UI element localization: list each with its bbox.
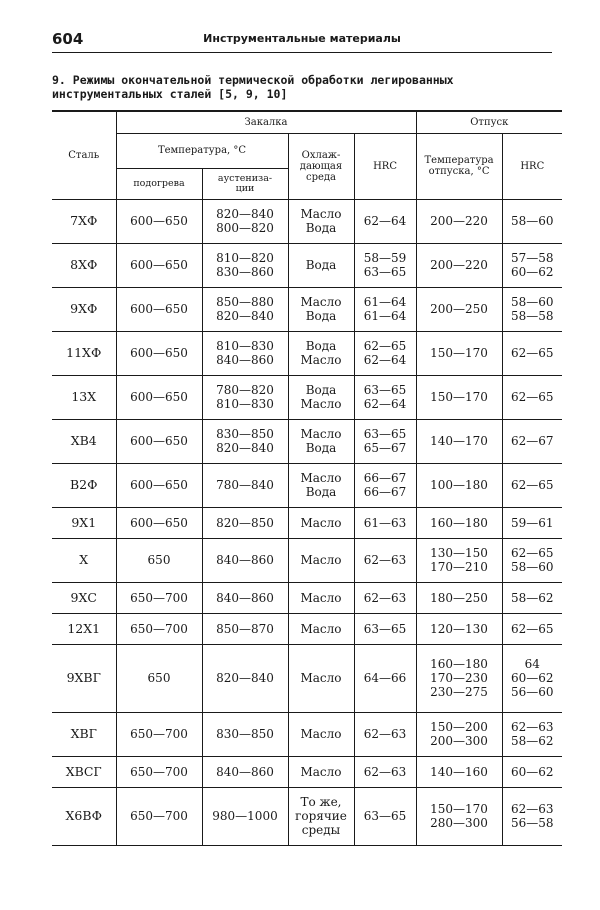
cell-austenitization — [202, 613, 288, 644]
cell-cooling-medium — [288, 507, 354, 538]
cell-steel: Х — [52, 538, 116, 582]
cell-hrc-quench — [354, 463, 416, 507]
cell-steel: 13Х — [52, 375, 116, 419]
cell-cooling-medium-line: Масло — [300, 515, 342, 530]
page-number: 604 — [52, 30, 84, 48]
cell-cooling-medium-line: Масло — [300, 353, 342, 367]
table-row — [52, 419, 562, 463]
cell-temper-temperature-line: 170—230 — [430, 671, 488, 685]
cell-temper-temperature — [416, 287, 502, 331]
cell-austenitization — [202, 787, 288, 845]
cell-steel: ХВ4 — [52, 419, 116, 463]
cell-cooling-medium — [288, 331, 354, 375]
cell-temper-temperature-line: 150—200 — [430, 720, 488, 734]
cell-hrc-temper — [502, 582, 562, 613]
table-row — [52, 463, 562, 507]
cell-preheat: 600—650 — [116, 287, 202, 331]
cell-hrc-temper — [502, 507, 562, 538]
cell-hrc-quench — [354, 199, 416, 243]
cell-steel: 9ХС — [52, 582, 116, 613]
cell-hrc-temper-line: 62—65 — [511, 621, 554, 636]
cell-temper-temperature-line: 100—180 — [430, 478, 488, 492]
cell-hrc-temper-line: 58—62 — [511, 734, 554, 748]
cell-hrc-temper — [502, 199, 562, 243]
cell-hrc-quench-line: 63—65 — [363, 265, 407, 279]
cell-hrc-quench-line: 63—65 — [363, 621, 407, 636]
cell-hrc-temper — [502, 613, 562, 644]
cell-cooling-medium-line: Масло — [300, 427, 342, 441]
header-cooling-line: дающая — [299, 160, 343, 172]
cell-cooling-medium-line: Вода — [305, 441, 337, 455]
cell-austenitization — [202, 756, 288, 787]
cell-hrc-quench — [354, 538, 416, 582]
running-head — [52, 30, 552, 50]
cell-austenitization — [202, 538, 288, 582]
cell-preheat: 600—650 — [116, 419, 202, 463]
cell-austenitization — [202, 287, 288, 331]
cell-cooling-medium — [288, 199, 354, 243]
cell-temper-temperature — [416, 419, 502, 463]
cell-austenitization — [202, 419, 288, 463]
cell-hrc-temper-line: 62—67 — [511, 434, 554, 448]
cell-preheat: 650—700 — [116, 787, 202, 845]
cell-preheat: 600—650 — [116, 375, 202, 419]
cell-hrc-temper — [502, 419, 562, 463]
cell-preheat: 600—650 — [116, 243, 202, 287]
cell-temper-temperature — [416, 331, 502, 375]
cell-hrc-quench — [354, 613, 416, 644]
cell-temper-temperature-line: 200—220 — [430, 258, 488, 272]
header-temper-temperature — [416, 133, 502, 199]
cell-austenitization-line: 810—830 — [216, 339, 274, 353]
cell-hrc-quench-line: 62—64 — [363, 397, 407, 411]
cell-hrc-temper-line: 58—60 — [511, 560, 554, 574]
header-group-quench: Закалка — [116, 111, 416, 133]
table-row — [52, 507, 562, 538]
cell-preheat: 600—650 — [116, 507, 202, 538]
table-row — [52, 582, 562, 613]
cell-austenitization-line: 820—840 — [216, 207, 274, 221]
cell-hrc-quench-line: 63—65 — [363, 809, 407, 823]
cell-hrc-temper-line: 56—58 — [511, 816, 554, 830]
cell-cooling-medium-line: Вода — [305, 309, 337, 323]
cell-temper-temperature-line: 160—180 — [430, 515, 488, 530]
header-cooling-medium — [288, 133, 354, 199]
cell-hrc-quench — [354, 287, 416, 331]
cell-hrc-quench-line: 65—67 — [363, 441, 407, 455]
cell-preheat: 600—650 — [116, 463, 202, 507]
cell-cooling-medium-line: Масло — [300, 671, 342, 685]
cell-austenitization-line: 840—860 — [216, 764, 274, 779]
cell-austenitization-line: 820—840 — [216, 671, 274, 685]
header-austenitization-line: ции — [235, 182, 255, 194]
cell-temper-temperature-line: 140—160 — [430, 764, 488, 779]
cell-cooling-medium-line: Вода — [305, 339, 337, 353]
table-row — [52, 287, 562, 331]
cell-austenitization — [202, 582, 288, 613]
cell-hrc-quench-line: 66—67 — [363, 485, 407, 499]
cell-steel: 9ХВГ — [52, 644, 116, 712]
cell-preheat: 600—650 — [116, 331, 202, 375]
cell-austenitization-line: 810—820 — [216, 251, 274, 265]
cell-temper-temperature-line: 160—180 — [430, 657, 488, 671]
cell-steel: 7ХФ — [52, 199, 116, 243]
header-hrc-temper: HRC — [502, 133, 562, 199]
cell-austenitization — [202, 331, 288, 375]
cell-cooling-medium-line: Масло — [300, 207, 342, 221]
cell-hrc-quench-line: 66—67 — [363, 471, 407, 485]
cell-temper-temperature-line: 170—210 — [430, 560, 488, 574]
cell-austenitization — [202, 199, 288, 243]
cell-preheat: 600—650 — [116, 199, 202, 243]
cell-temper-temperature — [416, 756, 502, 787]
cell-preheat: 650—700 — [116, 613, 202, 644]
cell-temper-temperature-line: 180—250 — [430, 590, 488, 605]
cell-preheat: 650—700 — [116, 712, 202, 756]
cell-temper-temperature-line: 200—300 — [430, 734, 488, 748]
header-preheat: подогрева — [116, 168, 202, 199]
cell-austenitization-line: 820—850 — [216, 515, 274, 530]
cell-austenitization-line: 840—860 — [216, 590, 274, 605]
cell-cooling-medium-line: Вода — [305, 485, 337, 499]
cell-austenitization — [202, 463, 288, 507]
cell-hrc-temper — [502, 538, 562, 582]
cell-temper-temperature — [416, 787, 502, 845]
cell-cooling-medium — [288, 243, 354, 287]
table-row — [52, 375, 562, 419]
cell-preheat: 650—700 — [116, 756, 202, 787]
cell-hrc-quench — [354, 243, 416, 287]
cell-preheat: 650 — [116, 644, 202, 712]
header-cooling-line: среда — [305, 171, 337, 183]
cell-hrc-quench-line: 58—59 — [363, 251, 407, 265]
table-row — [52, 331, 562, 375]
cell-hrc-quench-line: 62—63 — [363, 727, 407, 741]
cell-hrc-quench — [354, 712, 416, 756]
cell-temper-temperature-line: 150—170 — [430, 390, 488, 404]
header-austenitization — [202, 168, 288, 199]
cell-hrc-temper-line: 62—65 — [511, 478, 554, 492]
cell-cooling-medium-line: Масло — [300, 590, 342, 605]
cell-cooling-medium-line: Масло — [300, 764, 342, 779]
heat-treatment-table — [52, 110, 562, 846]
header-cooling-line: Охлаж- — [301, 149, 341, 161]
cell-hrc-temper-line: 58—58 — [511, 309, 554, 323]
header-austenitization-line: аустениза- — [217, 172, 273, 184]
running-title: Инструментальные материалы — [203, 32, 401, 45]
cell-hrc-temper-line: 62—63 — [511, 720, 554, 734]
cell-cooling-medium-line: Вода — [305, 258, 337, 272]
table-row — [52, 243, 562, 287]
cell-hrc-quench — [354, 644, 416, 712]
cell-cooling-medium-line: горячие — [295, 809, 347, 823]
cell-temper-temperature — [416, 199, 502, 243]
cell-hrc-quench-line: 62—63 — [363, 764, 407, 779]
cell-temper-temperature-line: 140—170 — [430, 434, 488, 448]
cell-cooling-medium-line: Масло — [300, 397, 342, 411]
cell-austenitization-line: 980—1000 — [212, 809, 278, 823]
cell-preheat: 650—700 — [116, 582, 202, 613]
cell-hrc-temper-line: 59—61 — [511, 515, 554, 530]
cell-hrc-quench-line: 61—64 — [363, 295, 407, 309]
cell-cooling-medium — [288, 287, 354, 331]
cell-temper-temperature-line: 150—170 — [430, 802, 488, 816]
cell-cooling-medium — [288, 375, 354, 419]
cell-cooling-medium — [288, 756, 354, 787]
cell-hrc-temper-line: 62—65 — [511, 346, 554, 360]
cell-steel: 11ХФ — [52, 331, 116, 375]
cell-hrc-quench-line: 62—65 — [363, 339, 407, 353]
cell-austenitization-line: 820—840 — [216, 441, 274, 455]
cell-hrc-temper-line: 62—65 — [511, 390, 554, 404]
cell-cooling-medium — [288, 463, 354, 507]
cell-temper-temperature-line: 130—150 — [430, 546, 488, 560]
table-row — [52, 644, 562, 712]
cell-hrc-quench-line: 62—63 — [363, 553, 407, 567]
cell-temper-temperature — [416, 712, 502, 756]
cell-temper-temperature — [416, 463, 502, 507]
cell-hrc-quench — [354, 582, 416, 613]
cell-cooling-medium-line: Масло — [300, 553, 342, 567]
cell-hrc-temper-line: 57—58 — [511, 251, 554, 265]
cell-austenitization-line: 840—860 — [216, 353, 274, 367]
cell-temper-temperature-line: 200—220 — [430, 214, 488, 228]
cell-hrc-temper — [502, 331, 562, 375]
cell-cooling-medium-line: Масло — [300, 471, 342, 485]
cell-hrc-temper-line: 58—62 — [511, 590, 554, 605]
cell-hrc-temper-line: 58—60 — [511, 214, 554, 228]
cell-austenitization — [202, 243, 288, 287]
cell-cooling-medium-line: Масло — [300, 621, 342, 636]
cell-temper-temperature — [416, 644, 502, 712]
cell-hrc-quench-line: 63—65 — [363, 383, 407, 397]
cell-cooling-medium-line: среды — [301, 823, 341, 837]
table-row — [52, 756, 562, 787]
cell-austenitization-line: 840—860 — [216, 553, 274, 567]
cell-hrc-temper — [502, 644, 562, 712]
cell-hrc-temper-line: 60—62 — [511, 764, 554, 779]
cell-temper-temperature-line: 150—170 — [430, 346, 488, 360]
cell-hrc-quench-line: 61—63 — [363, 515, 407, 530]
table-row — [52, 712, 562, 756]
cell-temper-temperature — [416, 243, 502, 287]
cell-temper-temperature-line: 280—300 — [430, 816, 488, 830]
table-row — [52, 538, 562, 582]
cell-hrc-temper — [502, 712, 562, 756]
cell-steel: 8ХФ — [52, 243, 116, 287]
cell-hrc-temper-line: 62—63 — [511, 802, 554, 816]
cell-steel: В2Ф — [52, 463, 116, 507]
cell-steel: 9ХФ — [52, 287, 116, 331]
cell-hrc-quench — [354, 787, 416, 845]
table-body — [52, 199, 562, 845]
table-caption-line-1: 9. Режимы окончательной термической обработки легированных — [52, 73, 454, 87]
cell-hrc-temper — [502, 463, 562, 507]
cell-hrc-quench-line: 63—65 — [363, 427, 407, 441]
table-caption-line-2: инструментальных сталей [5, 9, 10] — [52, 87, 288, 101]
cell-hrc-quench-line: 61—64 — [363, 309, 407, 323]
cell-temper-temperature — [416, 507, 502, 538]
cell-steel: ХВСГ — [52, 756, 116, 787]
cell-cooling-medium — [288, 613, 354, 644]
cell-austenitization — [202, 644, 288, 712]
cell-temper-temperature — [416, 375, 502, 419]
cell-temper-temperature — [416, 538, 502, 582]
header-temperature: Температура, °С — [116, 133, 288, 168]
cell-hrc-temper-line: 60—62 — [511, 671, 554, 685]
cell-temper-temperature — [416, 613, 502, 644]
cell-hrc-temper — [502, 243, 562, 287]
header-rule — [52, 52, 552, 53]
cell-austenitization — [202, 507, 288, 538]
cell-austenitization-line: 850—880 — [216, 295, 274, 309]
cell-austenitization-line: 830—850 — [216, 427, 274, 441]
cell-hrc-quench — [354, 756, 416, 787]
cell-austenitization-line: 800—820 — [216, 221, 274, 235]
cell-hrc-quench — [354, 507, 416, 538]
cell-cooling-medium — [288, 787, 354, 845]
cell-hrc-quench — [354, 419, 416, 463]
cell-hrc-temper-line: 62—65 — [511, 546, 554, 560]
cell-preheat: 650 — [116, 538, 202, 582]
cell-cooling-medium-line: Вода — [305, 383, 337, 397]
cell-cooling-medium-line: Масло — [300, 727, 342, 741]
cell-hrc-temper — [502, 787, 562, 845]
cell-hrc-quench-line: 62—64 — [363, 214, 407, 228]
cell-temper-temperature-line: 230—275 — [430, 685, 488, 699]
cell-austenitization — [202, 712, 288, 756]
header-steel: Сталь — [52, 111, 116, 199]
cell-temper-temperature-line: 200—250 — [430, 302, 488, 316]
cell-hrc-temper — [502, 287, 562, 331]
cell-cooling-medium-line: То же, — [300, 795, 342, 809]
cell-austenitization-line: 830—850 — [216, 727, 274, 741]
cell-hrc-temper — [502, 375, 562, 419]
cell-hrc-quench-line: 64—66 — [363, 671, 407, 685]
header-temper-temperature-line: отпуска, °С — [428, 166, 490, 177]
cell-cooling-medium-line: Вода — [305, 221, 337, 235]
cell-cooling-medium — [288, 538, 354, 582]
cell-cooling-medium — [288, 644, 354, 712]
cell-austenitization-line: 810—830 — [216, 397, 274, 411]
cell-temper-temperature-line: 120—130 — [430, 621, 488, 636]
cell-austenitization-line: 780—840 — [216, 478, 274, 492]
cell-hrc-quench-line: 62—63 — [363, 590, 407, 605]
cell-steel: ХВГ — [52, 712, 116, 756]
cell-steel: Х6ВФ — [52, 787, 116, 845]
cell-steel: 12Х1 — [52, 613, 116, 644]
cell-temper-temperature — [416, 582, 502, 613]
table-row — [52, 199, 562, 243]
cell-hrc-quench-line: 62—64 — [363, 353, 407, 367]
cell-hrc-temper-line: 64 — [524, 657, 540, 671]
cell-austenitization-line: 830—860 — [216, 265, 274, 279]
header-hrc-quench: HRC — [354, 133, 416, 199]
cell-austenitization-line: 780—820 — [216, 383, 274, 397]
cell-austenitization — [202, 375, 288, 419]
cell-cooling-medium-line: Масло — [300, 295, 342, 309]
cell-hrc-temper-line: 56—60 — [511, 685, 554, 699]
cell-hrc-temper-line: 60—62 — [511, 265, 554, 279]
header-group-temper: Отпуск — [416, 111, 562, 133]
cell-hrc-quench — [354, 375, 416, 419]
table-caption — [52, 73, 552, 101]
cell-austenitization-line: 820—840 — [216, 309, 274, 323]
header-temper-temperature-line: Температура — [424, 155, 494, 166]
cell-cooling-medium — [288, 712, 354, 756]
cell-cooling-medium — [288, 582, 354, 613]
cell-austenitization-line: 850—870 — [216, 621, 274, 636]
cell-hrc-temper — [502, 756, 562, 787]
table-row — [52, 613, 562, 644]
cell-cooling-medium — [288, 419, 354, 463]
cell-hrc-quench — [354, 331, 416, 375]
cell-hrc-temper-line: 58—60 — [511, 295, 554, 309]
table-row — [52, 787, 562, 845]
cell-steel: 9Х1 — [52, 507, 116, 538]
